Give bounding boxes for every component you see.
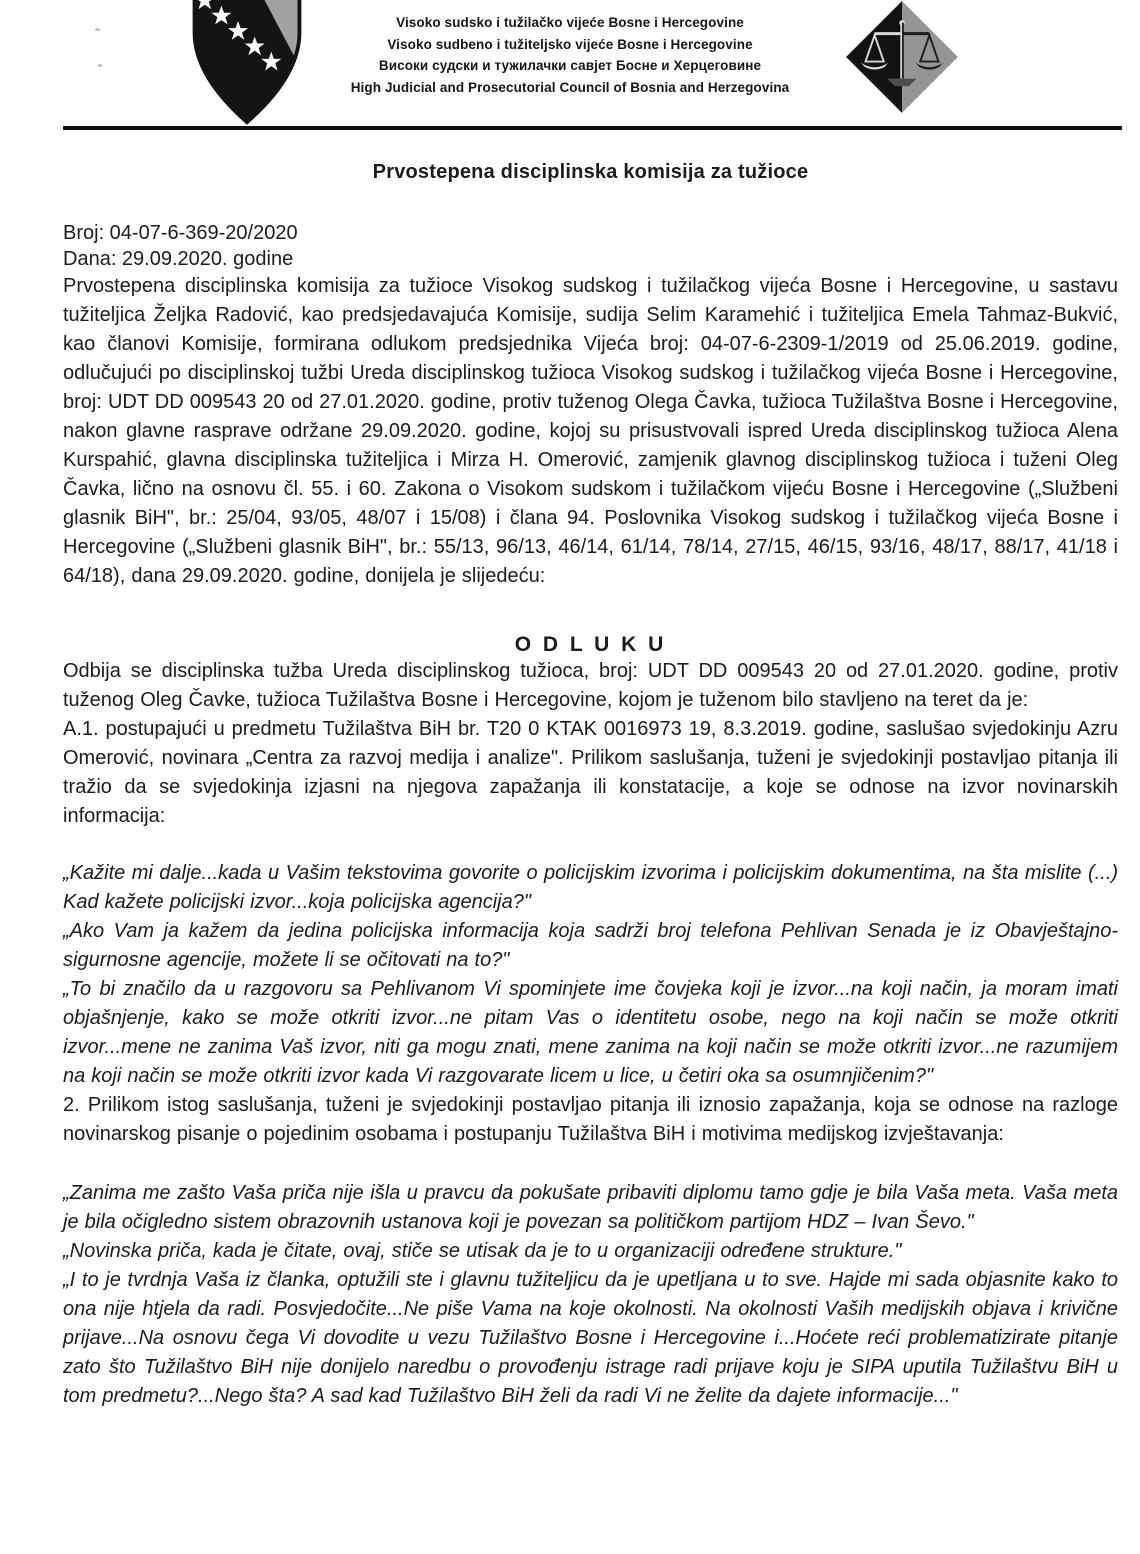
quote-paragraph: „Novinska priča, kada je čitate, ovaj, stiče se utisak da je to u organizaciji određene strukture."	[63, 1240, 902, 1262]
quote-block-1	[63, 859, 1118, 1091]
org-name-line: High Judicial and Prosecutorial Council of Bosnia and Herzegovina	[350, 79, 790, 95]
decision-paragraph: Odbija se disciplinska tužba Ureda disciplinskog tužioca, broj: UDT DD 009543 20 od 27.01.2020. godine, protiv tuženog Oleg Čavke, tužioca Tužilaštva Bosne i Hercegovine, kojom je tuženom bilo stavljeno na teret da je:	[63, 660, 1118, 711]
quote-paragraph: „Ako Vam ja kažem da jedina policijska informacija koja sadrži broj telefona Pehlivan Senada je iz Obavještajno-sigurnosne agencije, možete li se očitovati na to?"	[63, 920, 1118, 971]
quote-paragraph: „To bi značilo da u razgovoru sa Pehlivanom Vi spominjete ime čovjeka koji je izvor...na koji način, ja moram imati objašnjenje, kako se može otkriti izvor...ne pitam Vas o identitetu osobe, nego na koji način se može otkriti izvor...mene ne zanima Vaš izvor, niti ga mogu znati, mene zanima na koji način se može otkriti izvor...ne razumijem na koji način se može otkriti izvor kada Vi razgovarate licem u lice, u četiri oka sa osumnjičenim?"	[63, 978, 1118, 1087]
commission-title: Prvostepena disciplinska komisija za tužioce	[372, 161, 809, 183]
document-body	[0, 126, 1140, 1411]
scales-of-justice-icon	[833, 0, 971, 119]
case-meta	[63, 220, 1118, 272]
count-a1-paragraph: A.1. postupajući u predmetu Tužilaštva BiH br. T20 0 KTAK 0016973 19, 8.3.2019. godine, saslušao svjedokinju Azru Omerović, novinara „Centra za razvoj medija i analize". Prilikom saslušanja, tuženi je svjedokinji postavljao pitanja ili tražio da se svjedokinja izjasni na njegova zapažanja ili konstatacije, a koje se odnose na izvor novinarskih informacija:	[63, 718, 1118, 827]
case-number: Broj: 04-07-6-369-20/2020	[63, 222, 298, 244]
quote-paragraph: „I to je tvrdnja Vaša iz članka, optužili ste i glavnu tužiteljicu da je upetljana u to sve. Hajde mi sada objasnite kako to ona nije htjela da radi. Posvjedočite...Ne piše Vama na koje okolnosti. Na okolnosti Vaših medijskih objava i krivične prijave...Na osnovu čega Vi dovodite u vezu Tužilaštvo Bosne i Hercegovine i...Hoćete reći problematizirate pitanje zato što Tužilaštvo BiH nije donijelo naredbu o provođenju istrage radi prijave koju je SIPA uputila Tužilaštvu BiH u tom predmetu?...Nego šta? A sad kad Tužilaštvo BiH želi da radi Vi ne želite da dajete informacije..."	[63, 1269, 1118, 1407]
org-name-line: Visoko sudsko i tužilačko vijeće Bosne i Hercegovine	[396, 15, 744, 30]
decision-heading: O D L U K U	[514, 633, 667, 656]
count-2-paragraph: 2. Prilikom istog saslušanja, tuženi je svjedokinji postavljao pitanja ili iznosio zapažanja, koja se odnose na razloge novinarskog pisanje o pojedinim osobama i postupanju Tužilaštva BiH i motivima medijskog izvještavanja:	[63, 1094, 1118, 1145]
letterhead	[0, 0, 1140, 126]
org-name-line: Високи судски и тужилачки савјет Босне и Херцеговине	[378, 58, 762, 73]
quote-paragraph: „Kažite mi dalje...kada u Vašim tekstovima govorite o policijskim izvorima i policijskim dokumentima, na šta mislite (...) Kad kažete policijski izvor...koja policijska agencija?"	[63, 862, 1118, 913]
intro-paragraph: Prvostepena disciplinska komisija za tužioce Visokog sudskog i tužilačkog vijeća Bosne i Hercegovine, u sastavu tužiteljica Željka Radović, kao predsjedavajuća Komisije, sudija Selim Karamehić i tužiteljica Emela Tahmaz-Bukvić, kao članovi Komisije, formirana odlukom predsjednika Vijeća broj: 04-07-6-2309-1/2019 od 25.06.2019. godine, odlučujući po disciplinskoj tužbi Ureda disciplinskog tužioca Visokog sudskog i tužilačkog vijeća Bosne i Hercegovine, broj: UDT DD 009543 20 od 27.01.2020. godine, protiv tuženog Olega Čavka, tužioca Tužilaštva Bosne i Hercegovine, nakon glavne rasprave održane 29.09.2020. godine, kojoj su prisustvovali ispred Ureda disciplinskog tužioca Alena Kurspahić, glavna disciplinska tužiteljica i Mirza H. Omerović, zamjenik glavnog disciplinskog tužioca i tuženi Oleg Čavka, lično na osnovu čl. 55. i 60. Zakona o Visokom sudskom i tužilačkom vijeću Bosne i Hercegovine („Službeni glasnik BiH", br.: 25/04, 93/05, 48/07 i 15/08) i člana 94. Poslovnika Visokog sudskog i tužilačkog vijeća Bosne i Hercegovine („Službeni glasnik BiH", br.: 55/13, 96/13, 46/14, 61/14, 78/14, 27/15, 46/15, 93/16, 48/17, 88/17, 41/18 i 64/18), dana 29.09.2020. godine, donijela je slijedeću:	[63, 275, 1118, 587]
case-date: Dana: 29.09.2020. godine	[63, 248, 294, 270]
quote-block-2	[63, 1179, 1118, 1411]
quote-paragraph: „Zanima me zašto Vaša priča nije išla u pravcu da pokušate pribaviti diplomu tamo gdje je bila Vaša meta. Vaša meta je bila očigledno sistem obrazovnih ustanova koji je povezan sa političkom partijom HDZ – Ivan Ševo."	[63, 1182, 1118, 1233]
org-name-line: Visoko sudbeno i tužiteljsko vijeće Bosne i Hercegovine	[387, 36, 753, 52]
